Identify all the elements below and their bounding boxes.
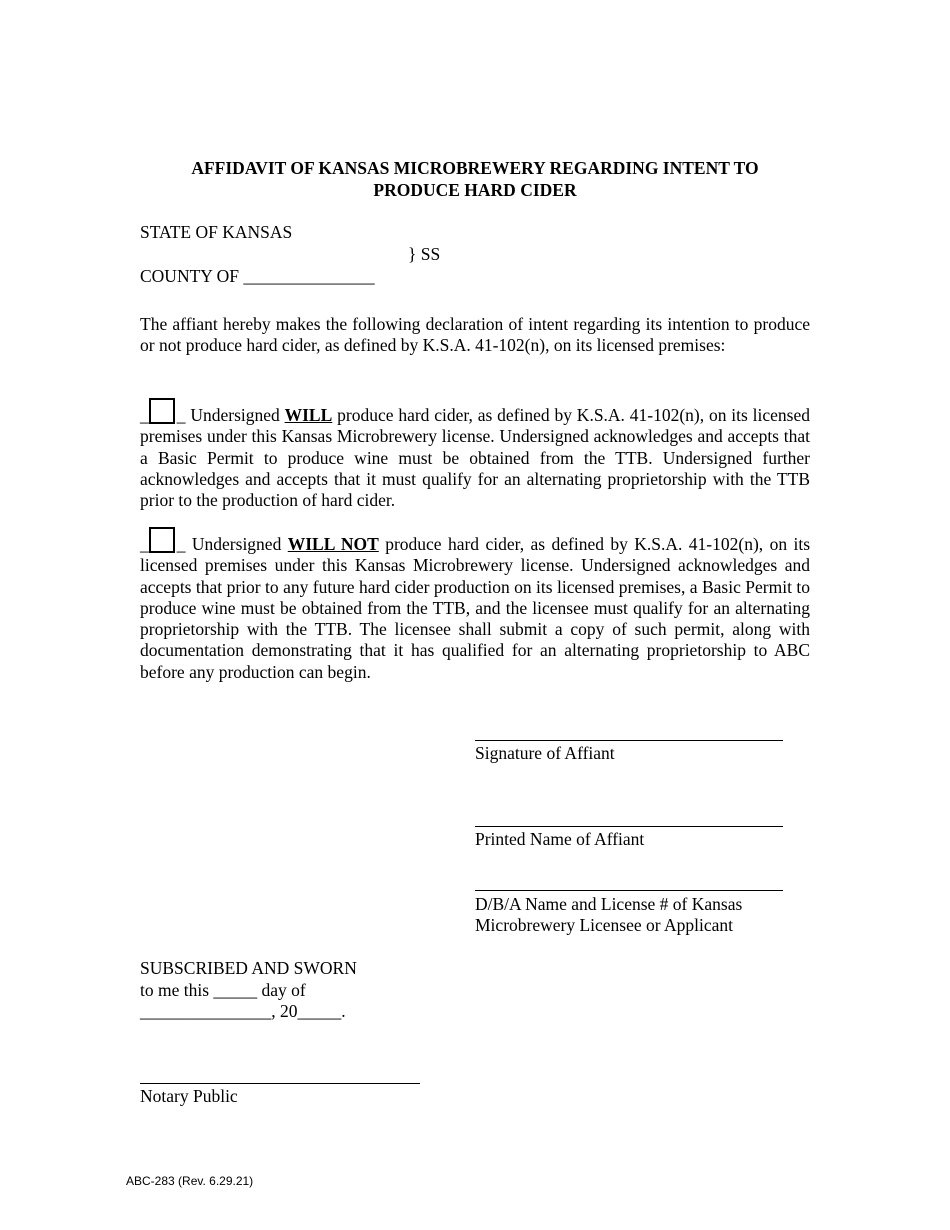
form-number: ABC-283 (Rev. 6.29.21): [126, 1174, 254, 1188]
option-will-paragraph: _ _ Undersigned WILL produce hard cider, as defined by K.S.A. 41-102(n), on its licensed premises under this Kansas Microbrewery license. Undersigned acknowledges and accepts that a Basic Permit to produce wine must be obtained from the TTB. Undersigned further acknowledges and accepts that it must qualify for an alternating proprietorship with the TTB prior to the production of hard cider.: [140, 398, 810, 511]
will-not-checkbox[interactable]: [149, 527, 175, 553]
will-text: produce hard cider, as defined by K.S.A. 41-102(n), on its licensed premises under this Kansas Microbrewery license. Undersigned acknowledges and accepts that a Basic Permit to produce wine must be obtained from the TTB. Undersigned further acknowledges and accepts that it must qualify for an alternating proprietorship with the TTB prior to the production of hard cider.: [140, 405, 811, 511]
printed-name-line[interactable]: [475, 826, 783, 827]
state-label: STATE OF KANSAS: [140, 222, 293, 242]
will-keyword: WILL: [284, 405, 333, 425]
dba-label-line-1: D/B/A Name and License # of Kansas: [475, 894, 743, 914]
dba-label-line-2: Microbrewery Licensee or Applicant: [475, 915, 734, 935]
printed-name-label: Printed Name of Affiant: [475, 829, 645, 849]
dba-line[interactable]: [475, 890, 783, 891]
will-not-text: produce hard cider, as defined by K.S.A. 41-102(n), on its licensed premises under this Kansas Microbrewery license. Undersigned acknowledges and accepts that prior to any future hard cider production on its licensed premises, a Basic Permit to produce wine must be obtained from the TTB, and the licensee must qualify for an alternating proprietorship with the TTB. The licensee shall submit a copy of such permit, along with documentation demonstrating that it has qualified for an alternating proprietorship to ABC before any production can begin.: [140, 534, 811, 682]
signature-line[interactable]: [475, 740, 783, 741]
county-line: [140, 265, 375, 287]
will-not-prefix: Undersigned: [191, 534, 282, 554]
signature-label: Signature of Affiant: [475, 743, 615, 763]
notary-day-line: to me this _____ day of: [140, 980, 306, 1000]
notary-sworn-line: SUBSCRIBED AND SWORN: [140, 958, 357, 978]
intro-paragraph: The affiant hereby makes the following declaration of intent regarding its intention to produce or not produce hard cider, as defined by K.S.A. 41-102(n), on its licensed premises:: [140, 314, 810, 356]
will-prefix: Undersigned: [190, 405, 280, 425]
county-field[interactable]: _______________: [243, 266, 375, 286]
option-will-not-paragraph: _ _ Undersigned WILL NOT produce hard cider, as defined by K.S.A. 41-102(n), on its licensed premises under this Kansas Microbrewery license. Undersigned acknowledges and accepts that prior to any future hard cider production on its licensed premises, a Basic Permit to produce wine must be obtained from the TTB, and the licensee must qualify for an alternating proprietorship with the TTB. The licensee shall submit a copy of such permit, along with documentation demonstrating that it has qualified for an alternating proprietorship to ABC before any production can begin.: [140, 527, 810, 683]
will-not-keyword: WILL NOT: [287, 534, 379, 554]
title-line-2: PRODUCE HARD CIDER: [373, 180, 577, 200]
county-label: COUNTY OF: [140, 266, 240, 286]
document-title: [140, 157, 810, 201]
notary-year-line: _______________, 20_____.: [140, 1001, 346, 1021]
will-checkbox[interactable]: [149, 398, 175, 424]
notary-signature-line[interactable]: [140, 1083, 420, 1084]
ss-label: } SS: [408, 244, 441, 264]
title-line-1: AFFIDAVIT OF KANSAS MICROBREWERY REGARDING INTENT TO: [191, 158, 759, 178]
notary-public-label: Notary Public: [140, 1086, 238, 1106]
